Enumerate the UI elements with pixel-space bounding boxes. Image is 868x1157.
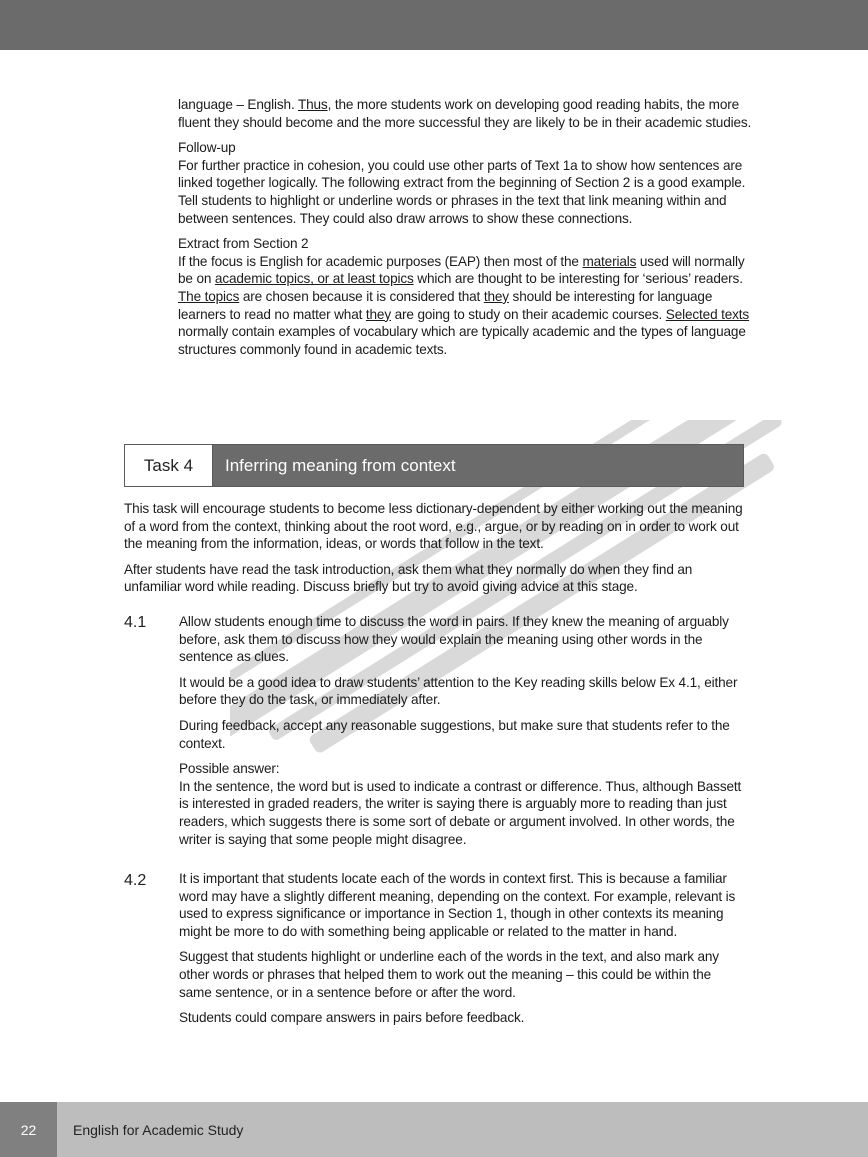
section-number-4-2: 4.2 bbox=[124, 872, 147, 889]
section-4-1-paragraph-3: During feedback, accept any reasonable suggestions, but make sure that students refer to the context. bbox=[179, 717, 730, 751]
task-header bbox=[124, 444, 744, 487]
section-4-2-paragraph-3: Students could compare answers in pairs before feedback. bbox=[179, 1010, 525, 1026]
possible-answer-text: In the sentence, the word but is used to indicate a contrast or difference. Thus, although Bassett is interested in graded readers, the writer is saying there is arguably more to reading than just readers, which suggests there is some sort of debate or argument involved. In other words, the writer is saying that some people might disagree. bbox=[179, 778, 742, 847]
extract-label: Extract from Section 2 bbox=[178, 236, 309, 252]
task-intro-block bbox=[124, 500, 744, 596]
task-title: Inferring meaning from context bbox=[213, 445, 743, 486]
section-4-1-paragraph-1: Allow students enough time to discuss the word in pairs. If they knew the meaning of arguably before, ask them to discuss how they would explain the meaning using other words in the sentence as clues. bbox=[179, 614, 729, 665]
book-title: English for Academic Study bbox=[57, 1102, 868, 1157]
page-number: 22 bbox=[0, 1102, 57, 1157]
followup-paragraph: For further practice in cohesion, you could use other parts of Text 1a to show how sentences are linked together logically. The following extract from the beginning of Section 2 is a good example. Tell students to highlight or underline words or phrases in the text that link meaning within and between sentences. They could also draw arrows to show these connections. bbox=[178, 157, 746, 226]
section-4-2-paragraph-2: Suggest that students highlight or underline each of the words in the text, and also mark any other words or phrases that helped them to work out the meaning – this could be within the same sentence, or in a sentence before or after the word. bbox=[179, 949, 719, 1000]
page-footer bbox=[0, 1102, 868, 1157]
followup-label: Follow-up bbox=[178, 140, 236, 156]
task-number: Task 4 bbox=[125, 445, 213, 486]
task-intro-paragraph-2: After students have read the task introduction, ask them what they normally do when they find an unfamiliar word while reading. Discuss briefly but try to avoid giving advice at this stage. bbox=[124, 561, 693, 595]
possible-answer-label: Possible answer: bbox=[179, 761, 280, 777]
intro-text-block bbox=[178, 96, 758, 358]
section-4-1-body bbox=[179, 613, 744, 848]
section-4-2-body bbox=[179, 870, 744, 1027]
underlined-thus: Thus bbox=[297, 97, 328, 112]
task-intro-paragraph-1: This task will encourage students to become less dictionary-dependent by either working out the meaning of a word from the context, thinking about the root word, e.g., argue, or by reading on in order to work out the meaning from the information, ideas, or words that follow in the text. bbox=[124, 501, 743, 552]
intro-paragraph: language – English. Thus, the more students work on developing good reading habits, the more fluent they should become and the more successful they are likely to be in their academic studies. bbox=[178, 97, 752, 130]
extract-paragraph: If the focus is English for academic purposes (EAP) then most of the materials used will normally be on academic topics, or at least topics which are thought to be interesting for ‘serious’ readers. The topics are chosen because it is considered that they should be interesting for language learners to read no matter what they are going to study on their academic courses. Selected texts normally contain examples of vocabulary which are typically academic and the types of language structures commonly found in academic texts. bbox=[178, 253, 750, 357]
top-header-bar bbox=[0, 0, 868, 50]
section-number-4-1: 4.1 bbox=[124, 614, 147, 631]
section-4-1-paragraph-2: It would be a good idea to draw students’ attention to the Key reading skills below Ex 4.1, either before they do the task, or immediately after. bbox=[179, 674, 738, 708]
section-4-2-paragraph-1: It is important that students locate each of the words in context first. This is because a familiar word may have a slightly different meaning, depending on the context. For example, relevant is used to express significance or importance in Section 1, though in other contexts its meaning might be more to do with something being applicable or related to the matter in hand. bbox=[179, 871, 736, 939]
